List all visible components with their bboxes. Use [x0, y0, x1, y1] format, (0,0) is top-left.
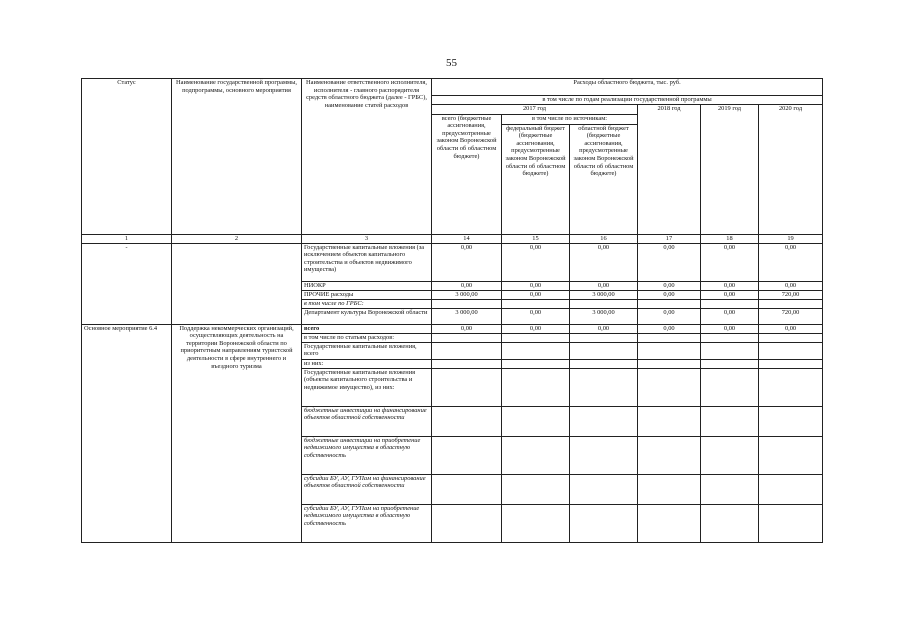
value-cell — [502, 342, 570, 359]
value-cell — [638, 406, 701, 436]
header-program-name: Наименование государственной программы, подпрограммы, основного мероприятия — [172, 79, 302, 235]
value-cell: 0,00 — [701, 243, 759, 281]
value-cell: 0,00 — [638, 308, 701, 324]
value-cell — [570, 368, 638, 406]
col-number: 1 — [82, 234, 172, 243]
header-executor-name: Наименование ответственного исполнителя, исполнителя - главного распорядителя средств областного бюджета (далее - ГРБС), наименование статей расходов — [302, 79, 432, 235]
value-cell — [502, 474, 570, 504]
value-cell — [759, 436, 823, 474]
value-cell: 0,00 — [432, 281, 502, 290]
value-cell — [432, 474, 502, 504]
expense-label: бюджетные инвестиции на приобретение недвижимого имущества в областную собственность — [302, 436, 432, 474]
header-status: Статус — [82, 79, 172, 235]
col-number: 17 — [638, 234, 701, 243]
value-cell — [701, 406, 759, 436]
value-cell: 0,00 — [701, 290, 759, 299]
expense-label: из них: — [302, 359, 432, 368]
value-cell — [502, 406, 570, 436]
dash-mark: - — [125, 244, 128, 251]
header-by-sources: в том числе по источникам: — [502, 114, 638, 124]
expense-label: Государственные капитальные вложения (за исключением объектов капитального строительства и объектов недвижимого имущества) — [302, 243, 432, 281]
value-cell: 0,00 — [570, 281, 638, 290]
value-cell: 720,00 — [759, 290, 823, 299]
value-cell — [638, 474, 701, 504]
value-cell — [570, 436, 638, 474]
value-cell — [570, 474, 638, 504]
value-cell: 0,00 — [701, 324, 759, 333]
value-cell: 0,00 — [432, 324, 502, 333]
value-cell — [570, 406, 638, 436]
expense-label: Департамент культуры Воронежской области — [302, 308, 432, 324]
value-cell — [502, 359, 570, 368]
value-cell — [570, 333, 638, 342]
value-cell — [701, 359, 759, 368]
value-cell — [432, 368, 502, 406]
expense-label: бюджетные инвестиции на финансирование объектов областной собственности — [302, 406, 432, 436]
value-cell — [759, 359, 823, 368]
header-total: всего (бюджетные ассигнования, предусмотренные законом Воронежской области об областном бюджете) — [432, 114, 502, 234]
value-cell — [759, 406, 823, 436]
value-cell — [759, 474, 823, 504]
value-cell: 0,00 — [759, 281, 823, 290]
value-cell — [570, 342, 638, 359]
expense-label: всего — [302, 324, 432, 333]
value-cell: 0,00 — [701, 308, 759, 324]
value-cell — [502, 333, 570, 342]
header-year-2019: 2019 год — [701, 104, 759, 234]
value-cell: 0,00 — [759, 243, 823, 281]
expense-label: ПРОЧИЕ расходы — [302, 290, 432, 299]
value-cell: 0,00 — [638, 290, 701, 299]
value-cell: 3 000,00 — [570, 290, 638, 299]
value-cell — [701, 299, 759, 308]
col-number: 2 — [172, 234, 302, 243]
col-number: 15 — [502, 234, 570, 243]
col-number: 19 — [759, 234, 823, 243]
value-cell — [432, 436, 502, 474]
col-number: 3 — [302, 234, 432, 243]
value-cell — [759, 368, 823, 406]
value-cell — [701, 504, 759, 542]
col-number: 18 — [701, 234, 759, 243]
value-cell: 3 000,00 — [432, 290, 502, 299]
header-regional: областной бюджет (бюджетные ассигнования, предусмотренные законом Воронежской области об областном бюджете) — [570, 124, 638, 234]
value-cell — [638, 342, 701, 359]
value-cell — [570, 359, 638, 368]
value-cell — [701, 474, 759, 504]
header-year-2020: 2020 год — [759, 104, 823, 234]
value-cell — [759, 342, 823, 359]
expense-label: Государственные капитальные вложения (объекты капитального строительства и недвижимое имущество), из них: — [302, 368, 432, 406]
measure-name: Поддержка некоммерческих организаций, осуществляющих деятельность на территории Воронежской области по приоритетным направлениям туристской деятельности в сфере внутреннего и въездного туризма — [172, 324, 302, 542]
value-cell — [638, 436, 701, 474]
value-cell — [502, 436, 570, 474]
value-cell: 0,00 — [638, 243, 701, 281]
value-cell: 0,00 — [638, 324, 701, 333]
value-cell — [432, 342, 502, 359]
header-year-2017: 2017 год — [432, 104, 638, 114]
value-cell — [701, 333, 759, 342]
value-cell — [701, 342, 759, 359]
value-cell — [432, 299, 502, 308]
expense-label: НИОКР — [302, 281, 432, 290]
value-cell: 0,00 — [502, 324, 570, 333]
status-cell-empty — [82, 243, 172, 324]
page-number: 55 — [446, 57, 457, 69]
value-cell: 3 000,00 — [570, 308, 638, 324]
value-cell: 0,00 — [759, 324, 823, 333]
value-cell — [759, 299, 823, 308]
value-cell: 0,00 — [502, 308, 570, 324]
value-cell — [638, 368, 701, 406]
expense-label: субсидии БУ, АУ, ГУПам на финансирование объектов областной собственности — [302, 474, 432, 504]
value-cell — [701, 436, 759, 474]
value-cell — [502, 299, 570, 308]
value-cell: 0,00 — [502, 290, 570, 299]
value-cell: 0,00 — [701, 281, 759, 290]
value-cell — [638, 299, 701, 308]
value-cell: 3 000,00 — [432, 308, 502, 324]
value-cell: 0,00 — [570, 324, 638, 333]
value-cell — [701, 368, 759, 406]
value-cell — [502, 504, 570, 542]
budget-table — [81, 78, 823, 543]
header-year-2018: 2018 год — [638, 104, 701, 234]
value-cell — [432, 359, 502, 368]
value-cell: 0,00 — [502, 243, 570, 281]
value-cell — [432, 333, 502, 342]
expense-label: субсидии БУ, АУ, ГУПам на приобретение недвижимого имущества в областную собственность — [302, 504, 432, 542]
header-expenses: Расходы областного бюджета, тыс. руб. — [432, 79, 823, 96]
value-cell — [638, 504, 701, 542]
value-cell — [638, 333, 701, 342]
expense-label: в том числе по статьям расходов: — [302, 333, 432, 342]
value-cell: 720,00 — [759, 308, 823, 324]
header-federal: федеральный бюджет (бюджетные ассигнования, предусмотренные законом Воронежской области об областном бюджете) — [502, 124, 570, 234]
program-cell-empty — [172, 243, 302, 324]
measure-status: Основное мероприятие 6.4 — [82, 324, 172, 542]
value-cell: 0,00 — [502, 281, 570, 290]
value-cell — [502, 368, 570, 406]
value-cell: 0,00 — [570, 243, 638, 281]
value-cell — [638, 359, 701, 368]
value-cell — [432, 406, 502, 436]
expense-label: в том числе по ГРБС: — [302, 299, 432, 308]
value-cell — [570, 299, 638, 308]
col-number: 16 — [570, 234, 638, 243]
header-by-years: в том числе по годам реализации государственной программы — [432, 96, 823, 105]
value-cell: 0,00 — [432, 243, 502, 281]
value-cell — [759, 333, 823, 342]
value-cell: 0,00 — [638, 281, 701, 290]
value-cell — [432, 504, 502, 542]
value-cell — [570, 504, 638, 542]
col-number: 14 — [432, 234, 502, 243]
expense-label: Государственные капитальные вложения, всего — [302, 342, 432, 359]
value-cell — [759, 504, 823, 542]
